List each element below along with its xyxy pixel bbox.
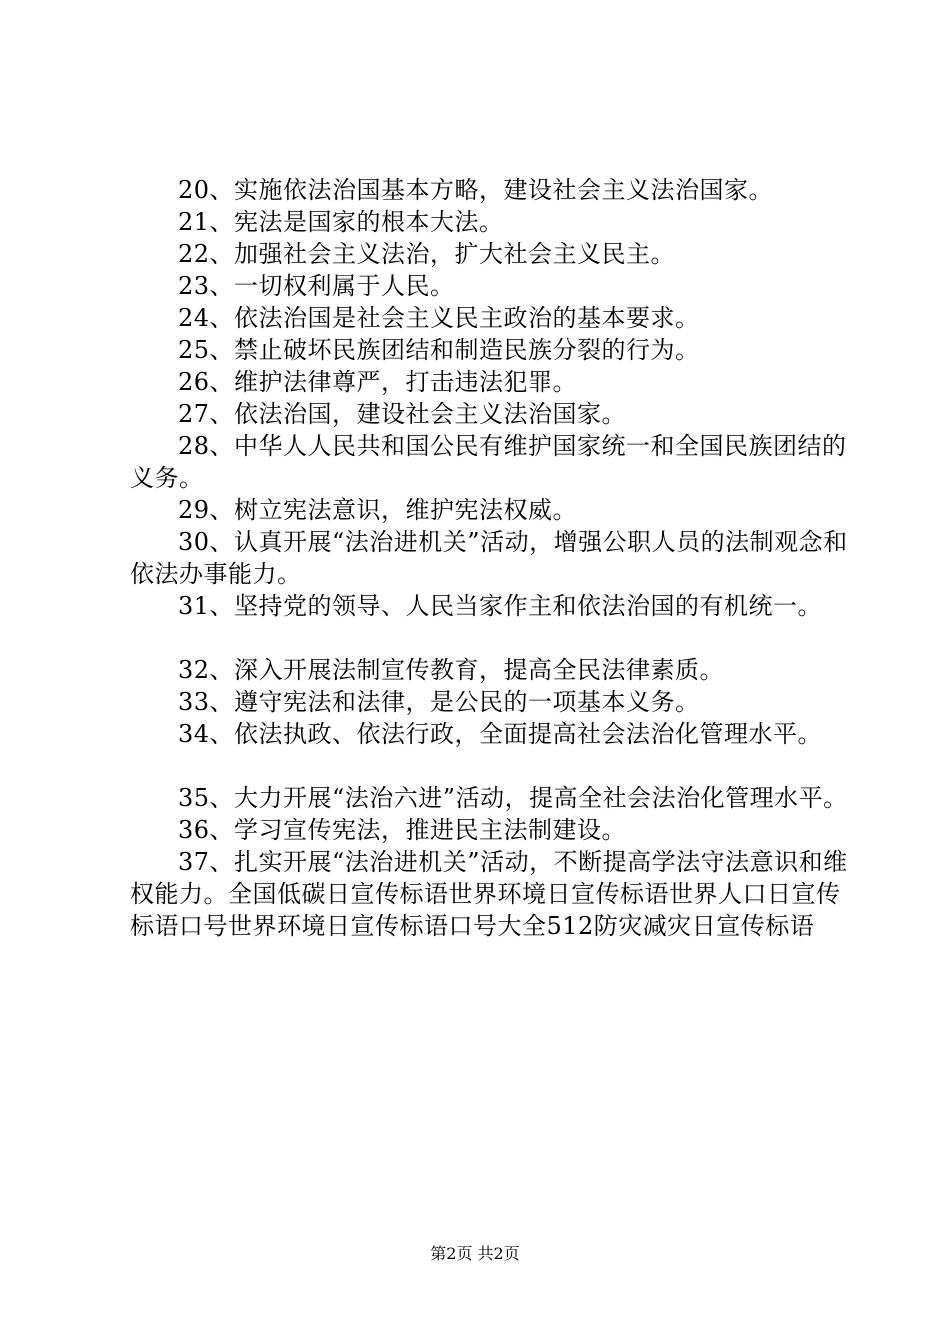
document-body (130, 174, 850, 942)
slogan-paragraph-24: 24、依法治国是社会主义民主政治的基本要求。 (178, 304, 700, 332)
slogan-paragraph-32: 32、深入开展法制宣传教育，提高全民法律素质。 (178, 656, 725, 684)
page-number-footer: 第2页 共2页 (430, 1244, 520, 1263)
slogan-paragraph-22: 22、加强社会主义法治，扩大社会主义民主。 (178, 240, 676, 268)
slogan-paragraph-35: 35、大力开展“法治六进”活动，提高全社会法治化管理水平。 (178, 784, 848, 812)
slogan-paragraph-33: 33、遵守宪法和法律，是公民的一项基本义务。 (178, 688, 700, 716)
slogan-paragraph-28: 28、中华人人民共和国公民有维护国家统一和全国民族团结的义务。 (130, 432, 847, 492)
slogan-paragraph-34: 34、依法执政、依法行政，全面提高社会法治化管理水平。 (178, 720, 823, 748)
slogan-paragraph-36: 36、学习宣传宪法，推进民主法制建设。 (178, 816, 627, 844)
slogan-paragraph-20: 20、实施依法治国基本方略，建设社会主义法治国家。 (178, 176, 774, 204)
slogan-paragraph-23: 23、一切权利属于人民。 (178, 272, 455, 300)
slogan-paragraph-31: 31、坚持党的领导、人民当家作主和依法治国的有机统一。 (178, 592, 823, 620)
slogan-paragraph-30: 30、认真开展“法治进机关”活动，增强公职人员的法制观念和依法办事能力。 (130, 528, 848, 588)
slogan-paragraph-29: 29、树立宪法意识，维护宪法权威。 (178, 496, 578, 524)
slogan-paragraph-21: 21、宪法是国家的根本大法。 (178, 208, 504, 236)
slogan-paragraph-37: 37、扎实开展“法治进机关”活动，不断提高学法守法意识和维权能力。全国低碳日宣传标语世界环境日宣传标语世界人口日宣传标语口号世界环境日宣传标语口号大全512防灾减灾日宣传标语 (130, 848, 848, 940)
slogan-paragraph-27: 27、依法治国，建设社会主义法治国家。 (178, 400, 627, 428)
slogan-paragraph-25: 25、禁止破坏民族团结和制造民族分裂的行为。 (178, 336, 700, 364)
slogan-paragraph-26: 26、维护法律尊严，打击违法犯罪。 (178, 368, 578, 396)
